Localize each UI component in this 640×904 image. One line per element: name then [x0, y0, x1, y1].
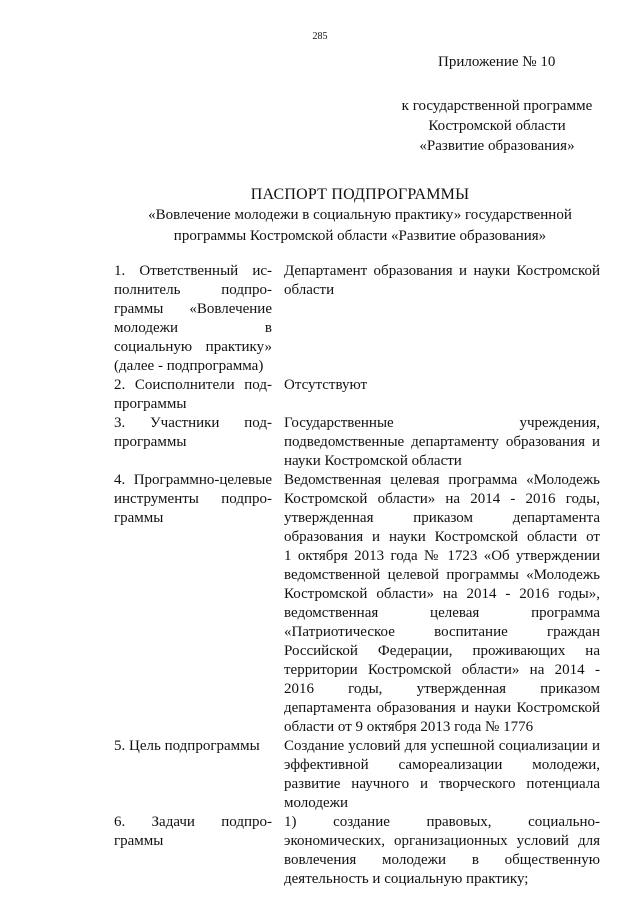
row-label-line: программы — [114, 396, 187, 412]
row-label-line: граммы — [114, 833, 164, 849]
row-label-line — [114, 642, 272, 661]
row-label-line: полнитель подпро- — [114, 282, 272, 298]
row-label-line — [114, 604, 272, 623]
row-value-line: Российской Федерации, проживающих на — [284, 643, 600, 659]
row-value — [284, 813, 600, 889]
row-label-line — [114, 452, 272, 471]
row-value-line: утвержденная приказом департамента — [284, 510, 600, 526]
row-value-line: развитие научного и творческого потенциала — [284, 776, 600, 792]
row-value-line: области — [284, 282, 335, 298]
row-label-line — [114, 851, 272, 870]
row-label-line — [114, 680, 272, 699]
row-value-line: деятельность и социальную практику; — [284, 871, 529, 887]
passport-table — [114, 262, 600, 889]
row-value-line: Департамент образования и науки Костромской — [284, 263, 600, 279]
page-number: 285 — [312, 31, 328, 42]
row-value — [284, 376, 600, 414]
annex-subtitle-line: «Развитие образования» — [419, 138, 575, 154]
row-value-line: ведомственной целевой программы «Молодежь — [284, 567, 600, 583]
row-label — [114, 471, 272, 737]
row-label-line: 3. Участники под- — [114, 415, 272, 431]
row-value-line: Костромской области» на 2014 - 2016 годы, — [284, 491, 600, 507]
row-label-line — [114, 547, 272, 566]
row-label-line: молодежи в — [114, 320, 272, 336]
row-label-line — [114, 528, 272, 547]
document-subtitle-line: программы Костромской области «Развитие образования» — [173, 228, 547, 244]
row-label-line: граммы — [114, 510, 164, 526]
row-label-line: 4. Программно-целевые — [114, 472, 272, 488]
row-label-line — [114, 585, 272, 604]
row-value-line: Отсутствуют — [284, 377, 368, 393]
row-value-line: Государственные учреждения, — [284, 415, 600, 431]
row-label-line: 5. Цель подпрограммы — [114, 738, 260, 754]
row-label-line: (далее - подпрограмма) — [114, 358, 264, 374]
passport-row — [114, 471, 600, 737]
row-value-line: эффективной самореализации молодежи, — [284, 757, 600, 773]
row-value — [284, 262, 600, 376]
row-value-line: Костромской области» на 2014 - 2016 годы», — [284, 586, 600, 602]
row-label-line: граммы «Вовлечение — [114, 301, 272, 317]
row-label — [114, 737, 272, 813]
row-label — [114, 414, 272, 471]
row-label-line: инструменты подпро- — [114, 491, 272, 507]
row-value-line: науки Костромской области — [284, 453, 462, 469]
row-label — [114, 262, 272, 376]
row-value-line: образования и науки Костромской области от — [284, 529, 600, 545]
passport-row — [114, 262, 600, 376]
row-value — [284, 737, 600, 813]
row-label-line — [114, 661, 272, 680]
row-label-line — [114, 775, 272, 794]
passport-row — [114, 737, 600, 813]
row-label-line — [114, 718, 272, 737]
row-label — [114, 813, 272, 889]
row-value-line: подведомственные департаменту образования и — [284, 434, 600, 450]
row-label-line: 6. Задачи подпро- — [114, 814, 272, 830]
row-label-line — [114, 623, 272, 642]
row-value-line: молодежи — [284, 795, 349, 811]
row-value — [284, 471, 600, 737]
annex-subtitle-line: к государственной программе — [401, 98, 593, 114]
passport-row — [114, 376, 600, 414]
document-heading — [112, 184, 608, 247]
annex-subtitle-line: Костромской области — [428, 118, 566, 134]
row-value-line: Создание условий для успешной социализации и — [284, 738, 600, 754]
row-value-line: департамента образования и науки Костромской — [284, 700, 600, 716]
row-label — [114, 376, 272, 414]
passport-row — [114, 414, 600, 471]
annex-subtitle — [384, 96, 610, 156]
row-value-line: вовлечения молодежи в общественную — [284, 852, 600, 868]
row-value-line: ведомственная целевая программа — [284, 605, 600, 621]
row-value-line: экономических, организационных условий для — [284, 833, 600, 849]
row-label-line: программы — [114, 434, 187, 450]
row-value-line: Ведомственная целевая программа «Молодежь — [284, 472, 600, 488]
row-label-line — [114, 566, 272, 585]
row-label-line: социальную практику» — [114, 339, 272, 355]
row-value-line: 1 октября 2013 года № 1723 «Об утверждении — [284, 548, 600, 564]
row-value-line: территории Костромской области» на 2014 - — [284, 662, 600, 678]
document-title: ПАСПОРТ ПОДПРОГРАММЫ — [250, 186, 470, 203]
row-value-line: 2016 годы, утвержденная приказом — [284, 681, 600, 697]
row-value-line: «Патриотическое воспитание граждан — [284, 624, 600, 640]
row-value — [284, 414, 600, 471]
row-label-line — [114, 699, 272, 718]
passport-row — [114, 813, 600, 889]
row-label-line: 2. Соисполнители под- — [114, 377, 272, 393]
row-label-line — [114, 794, 272, 813]
document-subtitle-line: «Вовлечение молодежи в социальную практику» государственной — [148, 207, 572, 223]
row-label-line — [114, 756, 272, 775]
annex-title: Приложение № 10 — [438, 54, 556, 70]
row-label-line — [114, 870, 272, 889]
row-value-line: области от 9 октября 2013 года № 1776 — [284, 719, 534, 735]
row-label-line: 1. Ответственный ис- — [114, 263, 272, 279]
row-value-line: 1) создание правовых, социально- — [284, 814, 600, 830]
